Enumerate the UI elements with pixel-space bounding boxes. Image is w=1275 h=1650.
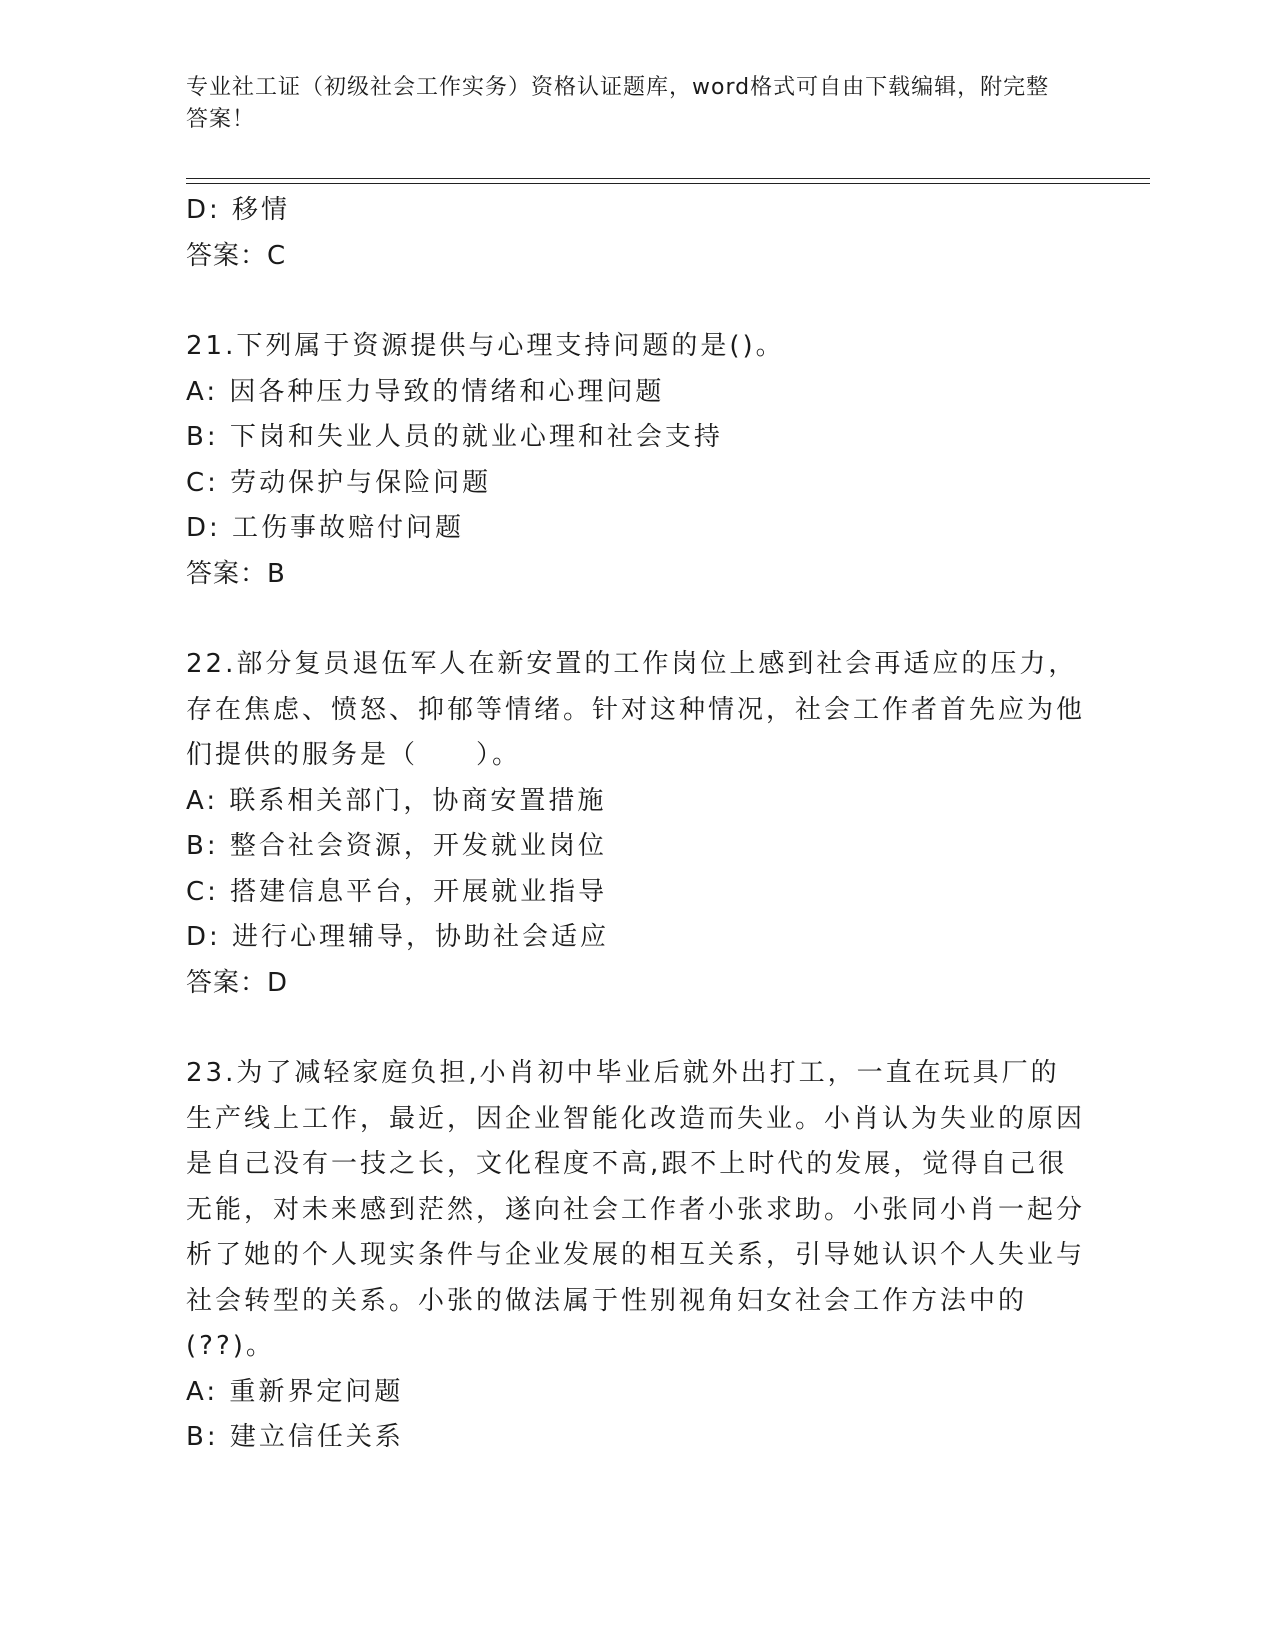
question-23 <box>186 1051 1086 1461</box>
header-divider-bottom <box>186 183 1150 184</box>
spacer <box>186 279 1086 324</box>
page-header <box>186 72 1066 136</box>
question-22 <box>186 642 1086 1006</box>
option-b: B: 下岗和失业人员的就业心理和社会支持 <box>186 422 723 452</box>
answer: 答案：D <box>186 967 289 998</box>
question-stem: 22.部分复员退伍军人在新安置的工作岗位上感到社会再适应的压力，存在焦虑、愤怒、抑郁等情绪。针对这种情况，社会工作者首先应为他们提供的服务是（ ）。 <box>186 649 1086 770</box>
question-stem: 21.下列属于资源提供与心理支持问题的是()。 <box>186 331 785 361</box>
document-body <box>186 188 1086 1461</box>
question-stem: 23.为了减轻家庭负担,小肖初中毕业后就外出打工，一直在玩具厂的生产线上工作，最近，因企业智能化改造而失业。小肖认为失业的原因是自己没有一技之长，文化程度不高,跟不上时代的发展，觉得自己很无能，对未来感到茫然，遂向社会工作者小张求助。小张同小肖一起分析了她的个人现实条件与企业发展的相互关系，引导她认识个人失业与社会转型的关系。小张的做法属于性别视角妇女社会工作方法中的(??)。 <box>186 1058 1086 1361</box>
option-c: C: 搭建信息平台，开展就业指导 <box>186 876 608 907</box>
option-a: A: 联系相关部门，协商安置措施 <box>186 785 607 816</box>
header-title: 专业社工证（初级社会工作实务）资格认证题库，word格式可自由下载编辑，附完整答案！ <box>186 75 1050 132</box>
spacer <box>186 597 1086 642</box>
option-c: C: 劳动保护与保险问题 <box>186 467 492 498</box>
prev-answer: 答案：C <box>186 240 287 271</box>
header-divider-top <box>186 178 1150 179</box>
option-a: A: 重新界定问题 <box>186 1376 404 1407</box>
answer: 答案：B <box>186 558 286 589</box>
option-b: B: 建立信任关系 <box>186 1422 404 1452</box>
spacer <box>186 1006 1086 1051</box>
option-a: A: 因各种压力导致的情绪和心理问题 <box>186 376 665 407</box>
option-d: D: 进行心理辅导，协助社会适应 <box>186 922 610 952</box>
question-21 <box>186 324 1086 597</box>
prev-option-d: D: 移情 <box>186 195 291 225</box>
option-b: B: 整合社会资源，开发就业岗位 <box>186 831 607 861</box>
option-d: D: 工伤事故赔付问题 <box>186 513 465 543</box>
